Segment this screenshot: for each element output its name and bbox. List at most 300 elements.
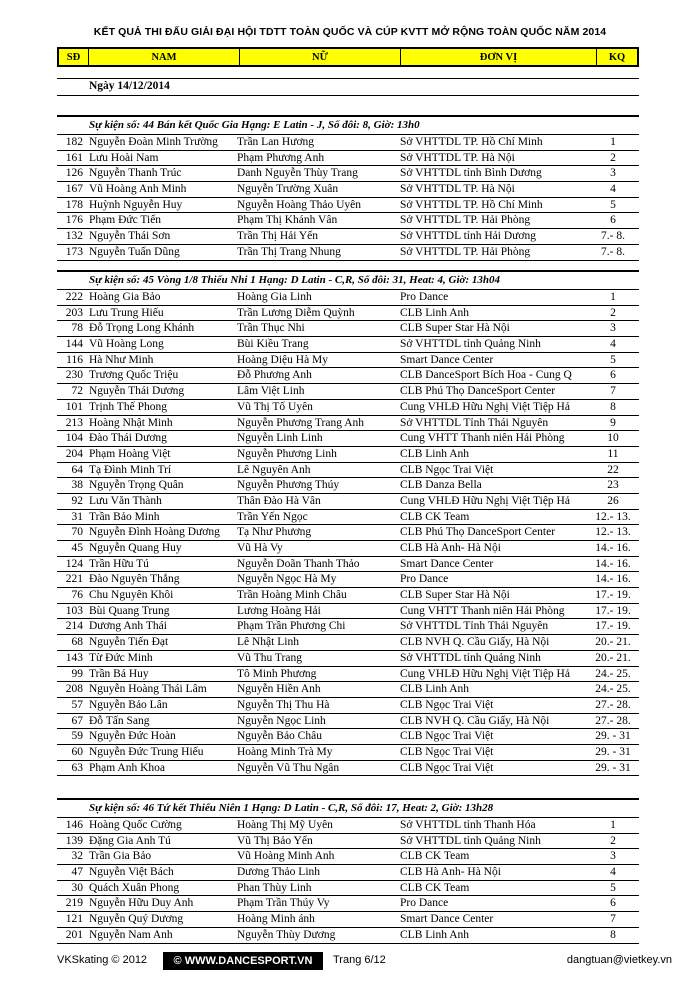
table-row [57,818,639,834]
table-row [57,572,639,588]
cell-kq: 17.- 19. [595,620,631,633]
cell-nu: Trần Thị Trang Nhung [237,245,341,258]
cell-don-vi: CLB Linh Anh [400,447,470,460]
cell-sd: 30 [71,881,83,894]
event-title: Sự kiện số: 46 Tứ kết Thiếu Niên 1 Hạng: D Latin - C,R, Số đôi: 17, Heat: 2, Giờ: 13h28 [57,800,639,818]
cell-nam: Nguyễn Thái Dương [89,385,185,398]
cell-sd: 67 [71,714,83,727]
cell-nu: Nguyễn Trường Xuân [237,183,339,196]
cell-don-vi: CLB Super Star Hà Nội [400,589,510,602]
cell-don-vi: Sở VHTTDL tỉnh Hải Dương [400,230,536,243]
table-row [57,714,639,730]
cell-kq: 12.- 13. [595,510,631,523]
cell-nu: Tô Minh Phương [237,667,317,680]
cell-kq: 20.- 21. [595,651,631,664]
cell-kq: 2 [610,306,616,319]
table-row [57,619,639,635]
table-row [57,729,639,745]
cell-nam: Lưu Văn Thành [89,494,162,507]
cell-nu: Nguyễn Phương Thúy [237,479,340,492]
date-row [57,78,639,96]
event-section [57,786,639,944]
cell-don-vi: Sở VHTTDL TP. Hồ Chí Minh [400,198,543,211]
cell-sd: 121 [65,913,83,926]
cell-sd: 68 [71,636,83,649]
table-row [57,416,639,432]
cell-kq: 9 [610,416,616,429]
cell-nu: Phạm Trần Thúy Vy [237,897,330,910]
cell-sd: 101 [65,400,83,413]
cell-nu: Nguyễn Hoàng Thảo Uyên [237,198,362,211]
cell-don-vi: Smart Dance Center [400,557,494,570]
cell-nu: Nguyễn Hiền Anh [237,683,321,696]
cell-nam: Đặng Gia Anh Tú [89,834,171,847]
table-row [57,306,639,322]
cell-nu: Trần Hoàng Minh Châu [237,589,347,602]
footer-copyright: VKSkating © 2012 [57,954,148,966]
cell-nam: Nguyễn Việt Bách [89,866,174,879]
cell-sd: 213 [65,416,83,429]
cell-sd: 139 [65,834,83,847]
cell-nu: Dương Thảo Linh [237,866,321,879]
cell-kq: 14.- 16. [595,542,631,554]
cell-nam: Nguyễn Bảo Lân [89,698,168,711]
cell-don-vi: CLB Phú Thọ DanceSport Center [400,385,556,398]
cell-sd: 144 [65,338,83,351]
cell-don-vi: CLB Ngọc Trai Việt [400,745,494,758]
cell-kq: 29. - 31 [595,761,631,774]
column-header-don-vi: ĐƠN VỊ [401,49,597,65]
cell-kq: 5 [610,353,616,366]
cell-nu: Hoàng Diệu Hà My [237,353,329,366]
table-row [57,896,639,912]
cell-sd: 132 [65,230,83,243]
table-row [57,368,639,384]
cell-nam: Nguyễn Đình Hoàng Dương [89,526,220,539]
cell-nu: Vũ Thị Tố Uyên [237,400,313,413]
table-row [57,834,639,850]
table-row [57,928,639,944]
cell-kq: 3 [610,322,616,335]
cell-nu: Nguyễn Phương Trang Anh [237,416,365,429]
cell-nu: Lê Nhật Linh [237,636,299,649]
table-row [57,849,639,865]
cell-kq: 5 [610,198,616,211]
cell-nu: Phạm Phương Anh [237,151,325,164]
cell-nam: Nguyễn Hoàng Thái Lâm [89,683,207,696]
cell-nam: Quách Xuân Phong [89,881,180,894]
section-gap [57,786,639,800]
cell-don-vi: CLB Ngọc Trai Việt [400,761,494,774]
cell-nam: Chu Nguyên Khôi [89,589,174,602]
cell-sd: 45 [71,542,83,554]
table-row [57,198,639,214]
cell-kq: 27.- 28. [595,698,631,711]
cell-don-vi: Cung VHLĐ Hữu Nghị Việt Tiệp Hả [400,494,570,507]
table-row [57,353,639,369]
cell-nam: Đỗ Tấn Sang [89,714,150,727]
cell-kq: 17.- 19. [595,604,631,617]
cell-nam: Trần Bảo Minh [89,510,160,523]
cell-sd: 124 [65,557,83,570]
event-section [57,258,639,776]
cell-sd: 173 [65,245,83,258]
cell-nu: Danh Nguyễn Thùy Trang [237,167,358,180]
cell-kq: 7 [610,385,616,398]
cell-don-vi: Pro Dance [400,897,449,910]
cell-nam: Nguyễn Thanh Trúc [89,167,182,180]
cell-nu: Nguyễn Bảo Châu [237,730,322,743]
cell-nam: Nguyễn Tiến Đạt [89,636,169,649]
table-row [57,182,639,198]
cell-nu: Trần Lan Hương [237,136,315,148]
column-header-sd: SĐ [59,49,89,65]
cell-kq: 14.- 16. [595,573,631,586]
column-header-nam: NAM [89,49,240,65]
event-rows [57,290,639,776]
cell-don-vi: CLB Ngọc Trai Việt [400,698,494,711]
cell-sd: 182 [65,136,83,148]
cell-don-vi: Sở VHTTDL TP. Hà Nội [400,183,515,196]
cell-nam: Lưu Trung Hiếu [89,306,164,319]
event-rows [57,818,639,944]
cell-nu: Vũ Hoàng Minh Anh [237,850,335,863]
cell-nam: Hoàng Nhật Minh [89,416,173,429]
table-row [57,865,639,881]
table-row [57,213,639,229]
cell-nu: Trần Yến Ngọc [237,510,308,523]
cell-sd: 222 [65,291,83,303]
cell-kq: 26 [607,494,619,507]
cell-sd: 64 [71,463,83,476]
cell-sd: 146 [65,819,83,831]
cell-nu: Nguyễn Ngọc Hà My [237,573,337,586]
cell-kq: 7.- 8. [601,230,625,243]
cell-don-vi: Sở VHTTDL Tỉnh Thái Nguyên [400,620,549,633]
table-row [57,682,639,698]
cell-nam: Nguyễn Quang Huy [89,542,182,554]
section-gap [57,103,639,117]
cell-sd: 59 [71,730,83,743]
cell-don-vi: CLB DanceSport Bích Hoa - Cung Q [400,369,572,382]
table-row [57,135,639,151]
cell-nam: Trần Bá Huy [89,667,149,680]
cell-kq: 29. - 31 [595,730,631,743]
cell-nam: Trịnh Thế Phong [89,400,167,413]
event-section [57,103,639,261]
cell-nam: Phạm Anh Khoa [89,761,166,774]
cell-kq: 8 [610,400,616,413]
cell-kq: 8 [610,928,616,941]
cell-nam: Đào Nguyên Thắng [89,573,180,586]
cell-kq: 20.- 21. [595,636,631,649]
cell-nam: Đào Thái Dương [89,432,167,445]
table-row [57,651,639,667]
cell-sd: 76 [71,589,83,602]
table-header [57,47,639,67]
cell-kq: 24.- 25. [595,667,631,680]
cell-kq: 11 [607,447,619,460]
cell-don-vi: Cung VHTT Thanh niên Hải Phòng [400,604,565,617]
cell-don-vi: Pro Dance [400,573,449,586]
cell-kq: 4 [610,866,616,879]
cell-kq: 6 [610,369,616,382]
cell-nu: Hoàng Minh ánh [237,913,315,926]
cell-don-vi: Sở VHTTDL TP. Hà Nội [400,151,515,164]
cell-nam: Tạ Đình Minh Trí [89,463,172,476]
cell-kq: 2 [610,834,616,847]
cell-sd: 104 [65,432,83,445]
table-row [57,761,639,777]
cell-nam: Trần Hữu Tú [89,557,149,570]
cell-sd: 230 [65,369,83,382]
cell-nam: Nguyễn Nam Anh [89,928,173,941]
cell-nam: Nguyễn Đức Trung Hiếu [89,745,204,758]
cell-don-vi: Sở VHTTDL TP. Hồ Chí Minh [400,136,543,148]
cell-don-vi: CLB Super Star Hà Nội [400,322,510,335]
cell-nu: Nguyễn Thị Thu Hà [237,698,330,711]
cell-kq: 17.- 19. [595,589,631,602]
cell-sd: 78 [71,322,83,335]
cell-nu: Nguyễn Linh Linh [237,432,323,445]
cell-nu: Phạm Trần Phương Chi [237,620,346,633]
cell-nu: Bùi Kiều Trang [237,338,309,351]
cell-kq: 1 [610,291,616,303]
cell-nam: Vũ Hoàng Long [89,338,164,351]
cell-kq: 2 [610,151,616,164]
cell-nu: Phan Thùy Linh [237,881,312,894]
cell-sd: 32 [71,850,83,863]
cell-don-vi: Sở VHTTDL TP. Hải Phòng [400,214,531,227]
cell-sd: 204 [65,447,83,460]
event-rows [57,135,639,261]
table-row [57,912,639,928]
cell-sd: 60 [71,745,83,758]
date-label: Ngày 14/12/2014 [89,80,170,92]
cell-sd: 31 [71,510,83,523]
cell-kq: 4 [610,183,616,196]
cell-don-vi: Pro Dance [400,291,449,303]
table-row [57,510,639,526]
cell-don-vi: CLB Ngọc Trai Việt [400,730,494,743]
column-header-nu: NỮ [240,49,401,65]
cell-don-vi: CLB NVH Q. Cầu Giấy, Hà Nội [400,714,550,727]
table-row [57,478,639,494]
section-gap [57,258,639,272]
table-row [57,321,639,337]
column-header-kq: KQ [608,51,626,63]
cell-don-vi: Sở VHTTDL tỉnh Bình Dương [400,167,542,180]
cell-sd: 201 [65,928,83,941]
cell-kq: 29. - 31 [595,745,631,758]
cell-nu: Hoàng Thị Mỹ Uyên [237,819,333,831]
cell-sd: 221 [65,573,83,586]
cell-nu: Đỗ Phương Anh [237,369,312,382]
page-number: Trang 6/12 [333,954,386,966]
cell-nu: Lâm Việt Linh [237,385,305,398]
cell-kq: 7 [610,913,616,926]
table-row [57,635,639,651]
cell-nam: Nguyễn Đức Hoàn [89,730,176,743]
cell-nu: Trần Lương Diễm Quỳnh [237,306,355,319]
table-row [57,698,639,714]
cell-kq: 27.- 28. [595,714,631,727]
cell-nu: Hoàng Gia Linh [237,291,312,303]
cell-kq: 6 [610,897,616,910]
table-row [57,525,639,541]
page-footer [0,952,700,970]
cell-nam: Trương Quốc Triệu [89,369,179,382]
cell-kq: 6 [610,214,616,227]
cell-don-vi: CLB Linh Anh [400,306,470,319]
table-row [57,290,639,306]
cell-nu: Thân Đào Hà Vân [237,494,321,507]
cell-nam: Trần Gia Bảo [89,850,152,863]
cell-nu: Lương Hoàng Hải [237,604,321,617]
table-row [57,151,639,167]
cell-sd: 126 [65,167,83,180]
cell-nu: Phạm Thị Khánh Vân [237,214,338,227]
cell-sd: 178 [65,198,83,211]
cell-don-vi: CLB Hà Anh- Hà Nội [400,542,501,554]
cell-don-vi: Sở VHTTDL Tỉnh Thái Nguyên [400,416,549,429]
event-title: Sự kiện số: 44 Bán kết Quốc Gia Hạng: E Latin - J, Số đôi: 8, Giờ: 13h0 [57,117,639,135]
cell-sd: 214 [65,620,83,633]
table-row [57,745,639,761]
cell-don-vi: CLB Danza Bella [400,479,482,492]
cell-nam: Lưu Hoài Nam [89,151,159,164]
cell-sd: 219 [65,897,83,910]
table-row [57,604,639,620]
cell-kq: 1 [610,819,616,831]
cell-don-vi: Smart Dance Center [400,913,494,926]
table-row [57,541,639,557]
cell-nam: Nguyễn Tuấn Dũng [89,245,180,258]
cell-sd: 72 [71,385,83,398]
cell-sd: 92 [71,494,83,507]
cell-nu: Vũ Thị Bảo Yến [237,834,313,847]
cell-don-vi: Smart Dance Center [400,353,494,366]
cell-sd: 208 [65,683,83,696]
cell-nam: Phạm Hoàng Việt [89,447,171,460]
table-row [57,588,639,604]
table-row [57,881,639,897]
cell-don-vi: Cung VHTT Thanh niên Hải Phòng [400,432,565,445]
cell-don-vi: Sở VHTTDL tỉnh Quảng Ninh [400,834,541,847]
cell-don-vi: Sở VHTTDL tỉnh Thanh Hóa [400,819,536,831]
cell-kq: 24.- 25. [595,683,631,696]
cell-nam: Vũ Hoàng Anh Minh [89,183,187,196]
cell-kq: 3 [610,850,616,863]
cell-kq: 14.- 16. [595,557,631,570]
cell-sd: 63 [71,761,83,774]
cell-nu: Nguyễn Thùy Dương [237,928,336,941]
cell-don-vi: CLB Linh Anh [400,928,470,941]
cell-sd: 176 [65,214,83,227]
cell-nu: Hoàng Minh Trà My [237,745,333,758]
cell-don-vi: CLB CK Team [400,510,470,523]
cell-nu: Trần Thục Nhi [237,322,305,335]
cell-nam: Nguyễn Quý Dương [89,913,184,926]
cell-nu: Nguyễn Ngọc Linh [237,714,326,727]
cell-sd: 70 [71,526,83,539]
table-row [57,494,639,510]
cell-nam: Nguyễn Thái Sơn [89,230,171,243]
cell-nu: Vũ Thu Trang [237,651,302,664]
cell-nu: Trần Thị Hải Yến [237,230,319,243]
cell-don-vi: Sở VHTTDL TP. Hải Phòng [400,245,531,258]
cell-sd: 167 [65,183,83,196]
cell-nam: Nguyễn Hữu Duy Anh [89,897,194,910]
cell-sd: 116 [66,353,83,366]
cell-don-vi: CLB Phú Thọ DanceSport Center [400,526,556,539]
table-row [57,384,639,400]
cell-sd: 203 [65,306,83,319]
cell-nam: Đỗ Trọng Long Khánh [89,322,195,335]
table-row [57,431,639,447]
cell-don-vi: CLB NVH Q. Cầu Giấy, Hà Nội [400,636,550,649]
cell-kq: 10 [607,432,619,445]
cell-nam: Nguyễn Đoàn Minh Trường [89,136,218,148]
cell-don-vi: CLB Ngọc Trai Việt [400,463,494,476]
table-row [57,447,639,463]
cell-nu: Tạ Như Phương [237,526,312,539]
cell-sd: 47 [71,866,83,879]
cell-nam: Từ Đức Minh [89,651,153,664]
footer-email: dangtuan@vietkey.vn [566,954,672,966]
cell-kq: 4 [610,338,616,351]
cell-sd: 161 [65,151,83,164]
table-row [57,337,639,353]
footer-banner: © WWW.DANCESPORT.VN [163,952,323,970]
event-title: Sự kiện số: 45 Vòng 1/8 Thiếu Nhi 1 Hạng: D Latin - C,R, Số đôi: 31, Heat: 4, Giờ: 13h04 [57,272,639,290]
table-row [57,400,639,416]
cell-kq: 23 [607,479,619,492]
cell-don-vi: Cung VHLĐ Hữu Nghị Việt Tiệp Hả [400,667,570,680]
cell-nam: Hoàng Gia Bảo [89,291,161,303]
cell-nu: Nguyễn Phương Linh [237,447,337,460]
cell-nam: Dương Anh Thái [89,620,167,633]
cell-nam: Phạm Đức Tiến [89,214,162,227]
cell-kq: 22 [607,463,619,476]
cell-don-vi: CLB CK Team [400,850,470,863]
cell-nu: Nguyễn Doãn Thanh Thảo [237,557,360,570]
table-row [57,463,639,479]
cell-nu: Nguyễn Vũ Thu Ngân [237,761,340,774]
table-row [57,667,639,683]
table-row [57,166,639,182]
cell-don-vi: Sở VHTTDL tỉnh Quảng Ninh [400,651,541,664]
cell-kq: 3 [610,167,616,180]
cell-sd: 38 [71,479,83,492]
cell-don-vi: Cung VHLĐ Hữu Nghị Việt Tiệp Hả [400,400,570,413]
cell-sd: 99 [71,667,83,680]
cell-kq: 7.- 8. [601,245,625,258]
table-row [57,229,639,245]
table-row [57,557,639,573]
cell-sd: 143 [65,651,83,664]
cell-nam: Hà Như Minh [89,353,154,366]
cell-nam: Hoàng Quốc Cường [89,819,182,831]
cell-kq: 1 [610,136,616,148]
cell-sd: 103 [65,604,83,617]
document-title: KẾT QUẢ THI ĐẤU GIẢI ĐẠI HỘI TDTT TOÀN QUỐC VÀ CÚP KVTT MỞ RỘNG TOÀN QUỐC NĂM 2014 [93,26,607,38]
cell-don-vi: CLB Linh Anh [400,683,470,696]
cell-sd: 57 [71,698,83,711]
cell-nu: Vũ Hà Vy [237,542,283,554]
cell-nam: Nguyễn Trọng Quân [89,479,184,492]
cell-nam: Bùi Quang Trung [89,604,170,617]
